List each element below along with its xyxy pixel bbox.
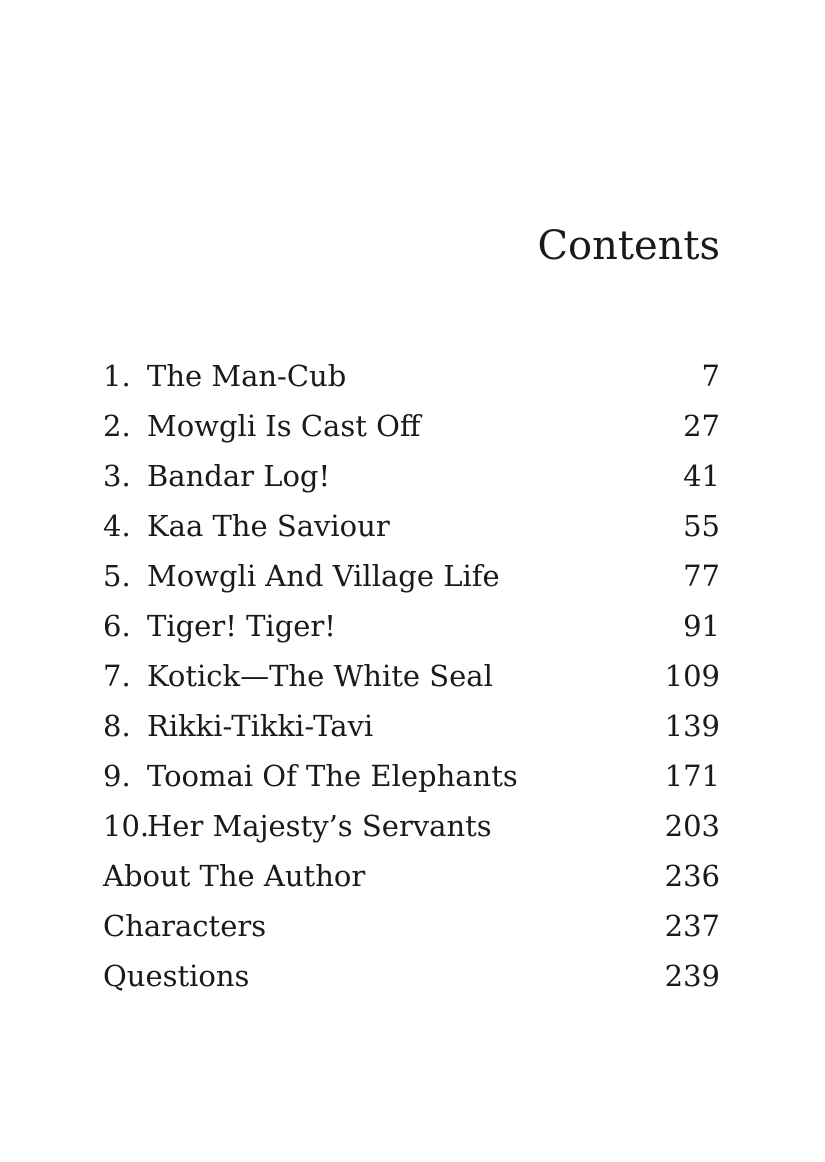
page-number: 7: [701, 359, 720, 393]
page-number: 139: [664, 709, 720, 743]
chapter-number: 7.: [103, 659, 131, 693]
page-title: Contents: [537, 223, 720, 269]
page-number: 55: [683, 509, 720, 543]
chapter-title: Mowgli And Village Life: [147, 559, 500, 593]
chapter-number: 1.: [103, 359, 131, 393]
chapter-number: 8.: [103, 709, 131, 743]
section-title: Questions: [103, 959, 250, 993]
chapter-title: Rikki-Tikki-Tavi: [147, 709, 374, 743]
page-number: 77: [683, 559, 720, 593]
page-number: 91: [683, 609, 720, 643]
chapter-number: 4.: [103, 509, 131, 543]
chapter-title: Mowgli Is Cast Off: [147, 409, 421, 443]
toc-entry[interactable]: [103, 651, 720, 701]
chapter-title: Toomai Of The Elephants: [147, 759, 518, 793]
chapter-title: Kaa The Saviour: [147, 509, 390, 543]
chapter-number: 5.: [103, 559, 131, 593]
chapter-title: Bandar Log!: [147, 459, 331, 493]
chapter-title: Her Majesty’s Servants: [147, 809, 492, 843]
page-number: 109: [664, 659, 720, 693]
toc-entry[interactable]: [103, 951, 720, 1001]
chapter-number: 2.: [103, 409, 131, 443]
chapter-title: Tiger! Tiger!: [147, 609, 336, 643]
toc-entry[interactable]: [103, 901, 720, 951]
toc-entry[interactable]: [103, 801, 720, 851]
toc-entry[interactable]: [103, 851, 720, 901]
toc-entry[interactable]: [103, 351, 720, 401]
page-number: 171: [664, 759, 720, 793]
toc-entry[interactable]: [103, 751, 720, 801]
toc-entry[interactable]: [103, 701, 720, 751]
page-number: 203: [664, 809, 720, 843]
page-number: 239: [664, 959, 720, 993]
toc-entry[interactable]: [103, 401, 720, 451]
toc-entry[interactable]: [103, 551, 720, 601]
chapter-title: The Man-Cub: [147, 359, 347, 393]
page-number: 237: [664, 909, 720, 943]
chapter-number: 3.: [103, 459, 131, 493]
toc-entry[interactable]: [103, 601, 720, 651]
chapter-number: 9.: [103, 759, 131, 793]
page-number: 27: [683, 409, 720, 443]
chapter-title: Kotick—The White Seal: [147, 659, 493, 693]
page-number: 41: [683, 459, 720, 493]
chapter-number: 10.: [103, 809, 150, 843]
page-number: 236: [664, 859, 720, 893]
chapter-number: 6.: [103, 609, 131, 643]
toc-entry[interactable]: [103, 451, 720, 501]
section-title: About The Author: [103, 859, 366, 893]
section-title: Characters: [103, 909, 267, 943]
toc-entry[interactable]: [103, 501, 720, 551]
toc-list: [103, 351, 720, 1001]
